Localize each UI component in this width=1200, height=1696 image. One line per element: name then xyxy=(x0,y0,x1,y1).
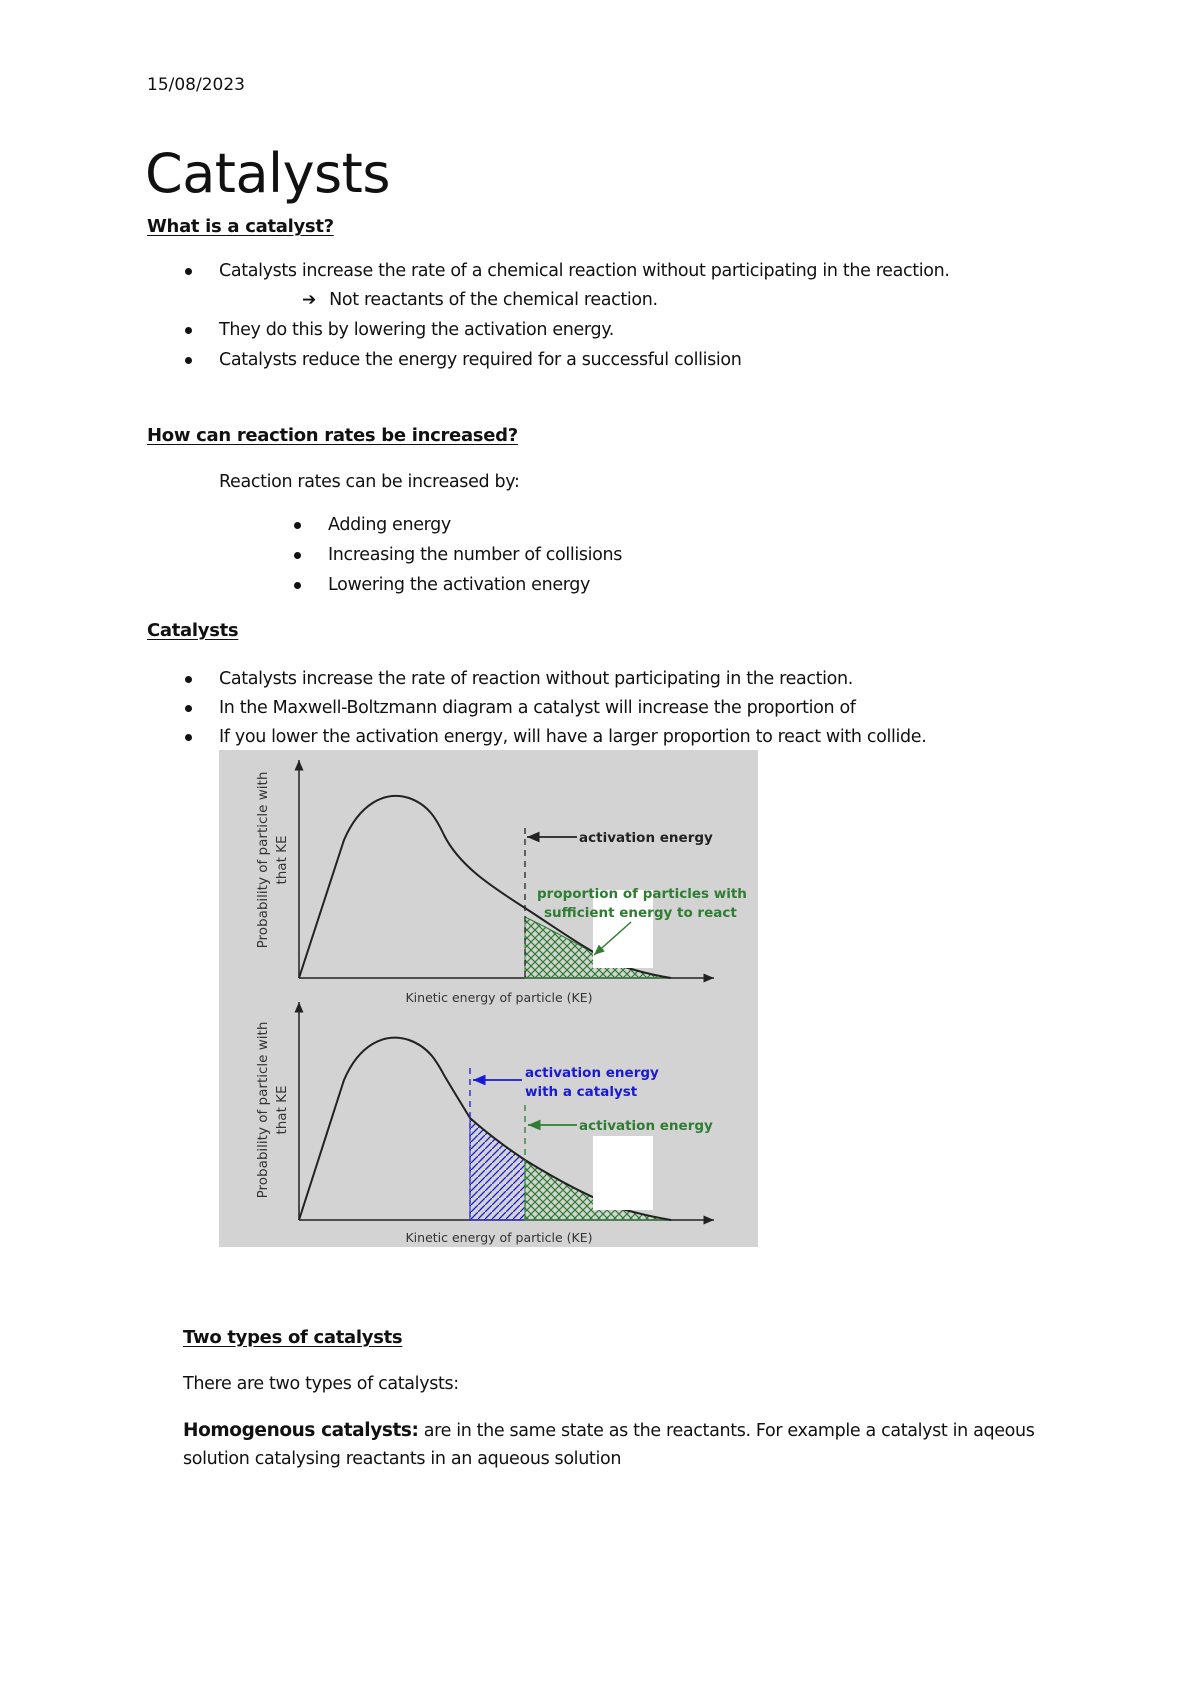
top-proportion-line2: sufficient energy to react xyxy=(544,905,737,921)
top-panel xyxy=(255,760,747,1005)
bottom-catalyst-line2: with a catalyst xyxy=(525,1084,638,1100)
bullet-icon xyxy=(294,522,301,529)
bullet-icon xyxy=(185,327,192,334)
homogenous-paragraph-line2: solution catalysing reactants in an aqueous solution xyxy=(183,1449,622,1469)
bottom-white-box xyxy=(593,1136,653,1210)
document-date: 15/08/2023 xyxy=(147,75,245,95)
list-item: Increasing the number of collisions xyxy=(328,545,623,565)
bullet-icon xyxy=(294,552,301,559)
maxwell-boltzmann-figure xyxy=(219,750,758,1247)
section-heading-catalysts: Catalysts xyxy=(147,620,239,641)
section-heading-what-is-catalyst: What is a catalyst? xyxy=(147,216,334,237)
section-heading-reaction-rates: How can reaction rates be increased? xyxy=(147,425,518,446)
top-ylabel-line2: that KE xyxy=(274,835,290,885)
section-heading-two-types: Two types of catalysts xyxy=(183,1327,403,1348)
section-intro: There are two types of catalysts: xyxy=(183,1374,459,1394)
bullet-icon xyxy=(294,582,301,589)
maxwell-boltzmann-diagram xyxy=(219,750,758,1247)
top-ylabel-line1: Probability of particle with xyxy=(255,771,271,949)
bottom-xlabel: Kinetic energy of particle (KE) xyxy=(405,1230,593,1245)
list-item: In the Maxwell-Boltzmann diagram a catalyst will increase the proportion of xyxy=(219,698,856,718)
bullet-icon xyxy=(185,734,192,741)
list-item: Lowering the activation energy xyxy=(328,575,591,595)
list-item: Catalysts reduce the energy required for a successful collision xyxy=(219,350,742,370)
top-proportion-line1: proportion of particles with xyxy=(537,886,747,902)
homogenous-paragraph-line1 xyxy=(183,1420,1035,1441)
list-item: Catalysts increase the rate of a chemical reaction without participating in the reaction. xyxy=(219,261,950,281)
arrow-right-icon: ➔ xyxy=(302,290,316,310)
list-item: They do this by lowering the activation energy. xyxy=(219,320,614,340)
bullet-icon xyxy=(185,676,192,683)
top-xlabel: Kinetic energy of particle (KE) xyxy=(405,990,593,1005)
sub-item-text: Not reactants of the chemical reaction. xyxy=(329,290,658,310)
homogenous-label: Homogenous catalysts: xyxy=(183,1420,419,1441)
bottom-catalyst-line1: activation energy xyxy=(525,1065,659,1081)
bullet-icon xyxy=(185,357,192,364)
bottom-ylabel-line1: Probability of particle with xyxy=(255,1021,271,1199)
top-activation-label: activation energy xyxy=(579,830,713,846)
sub-list-item xyxy=(302,290,658,310)
bullet-icon xyxy=(185,268,192,275)
bottom-catalyst-area xyxy=(470,1118,525,1220)
page-title: Catalysts xyxy=(145,142,390,205)
list-item: Adding energy xyxy=(328,515,451,535)
section-intro: Reaction rates can be increased by: xyxy=(219,472,520,492)
list-item: If you lower the activation energy, will have a larger proportion to react with collide. xyxy=(219,727,927,747)
bullet-icon xyxy=(185,705,192,712)
homogenous-text: are in the same state as the reactants. For example a catalyst in aqeous xyxy=(418,1421,1035,1441)
bottom-panel xyxy=(255,1002,714,1245)
bottom-ylabel-line2: that KE xyxy=(274,1085,290,1135)
bottom-activation-label: activation energy xyxy=(579,1118,713,1134)
list-item: Catalysts increase the rate of reaction without participating in the reaction. xyxy=(219,669,853,689)
